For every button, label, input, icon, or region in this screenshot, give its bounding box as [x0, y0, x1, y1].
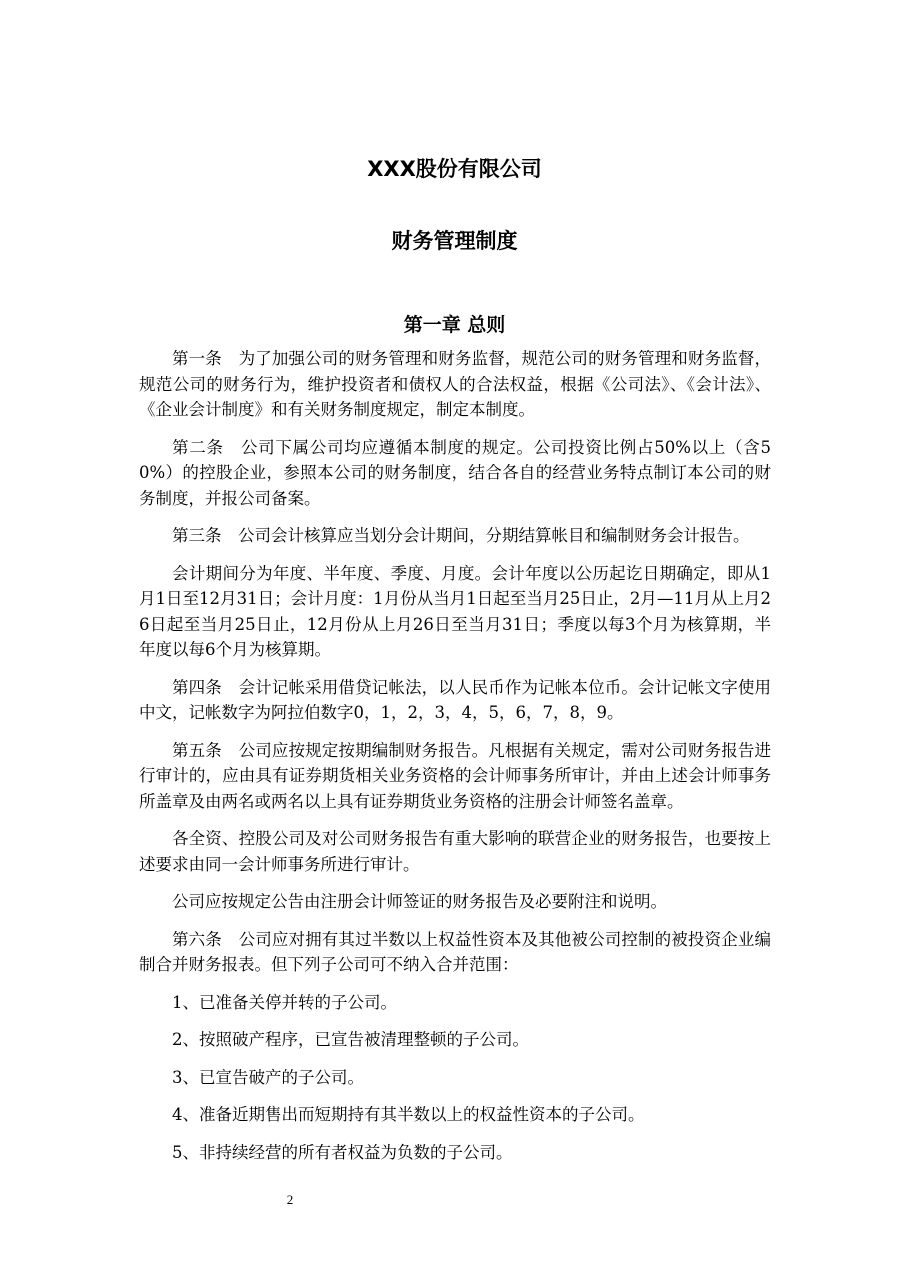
article-5-paragraph: 第五条 公司应按规定按期编制财务报告。凡根据有关规定，需对公司财务报告进行审计的，应由具有证券期货相关业务资格的会计师事务所审计，并由上述会计师事务所盖章及由两名或两名以上具有证券期货业务资格的注册会计师签名盖章。: [139, 740, 771, 811]
article-3-paragraph: 第三条 公司会计核算应当划分会计期间，分期结算帐目和编制财务会计报告。: [172, 526, 750, 545]
document-title: 财务管理制度: [391, 229, 518, 253]
article-2-paragraph: 第二条 公司下属公司均应遵循本制度的规定。公司投资比例占50%以上（含50%）的控股企业，参照本公司的财务制度，结合各自的经营业务特点制订本公司的财务制度，并报公司备案。: [139, 437, 771, 508]
list-item: 5、非持续经营的所有者权益为负数的子公司。: [172, 1142, 513, 1162]
disclosure-paragraph: 公司应按规定公告由注册会计师签证的财务报告及必要附注和说明。: [172, 892, 667, 911]
audit-requirement-paragraph: 各全资、控股公司及对公司财务报告有重大影响的联营企业的财务报告，也要按上述要求由同一会计师事务所进行审计。: [139, 829, 771, 874]
page-number: 2: [286, 1192, 294, 1207]
article-4-paragraph: 第四条 会计记帐采用借贷记帐法，以人民币作为记帐本位币。会计记帐文字使用中文，记帐数字为阿拉伯数字0，1，2，3，4，5，6，7，8，9。: [139, 677, 771, 722]
accounting-period-paragraph: 会计期间分为年度、半年度、季度、月度。会计年度以公历起讫日期确定，即从1月1日至12月31日；会计月度：1月份从当月1日起至当月25日止，2月—11月从上月26日起至当月25日止，12月份从上月26日至当月31日；季度以每3个月为核算期，半年度以每6个月为核算期。: [139, 563, 771, 659]
article-6-paragraph: 第六条 公司应对拥有其过半数以上权益性资本及其他被公司控制的被投资企业编制合并财务报表。但下列子公司可不纳入合并范围：: [139, 929, 771, 974]
company-title: XXX股份有限公司: [367, 157, 542, 181]
article-1-paragraph: 第一条 为了加强公司的财务管理和财务监督，规范公司的财务管理和财务监督，规范公司的财务行为，维护投资者和债权人的合法权益，根据《公司法》、《会计法》、《企业会计制度》和有关财务制度规定，制定本制度。: [139, 349, 771, 419]
list-item: 4、准备近期售出而短期持有其半数以上的权益性资本的子公司。: [172, 1105, 645, 1124]
chapter-heading: 第一章 总则: [403, 314, 506, 336]
document-body: [139, 346, 771, 1177]
list-item: 3、已宣告破产的子公司。: [172, 1067, 364, 1087]
list-item: 1、已准备关停并转的子公司。: [172, 992, 397, 1012]
list-item: 2、按照破产程序，已宣告被清理整顿的子公司。: [172, 1030, 529, 1049]
